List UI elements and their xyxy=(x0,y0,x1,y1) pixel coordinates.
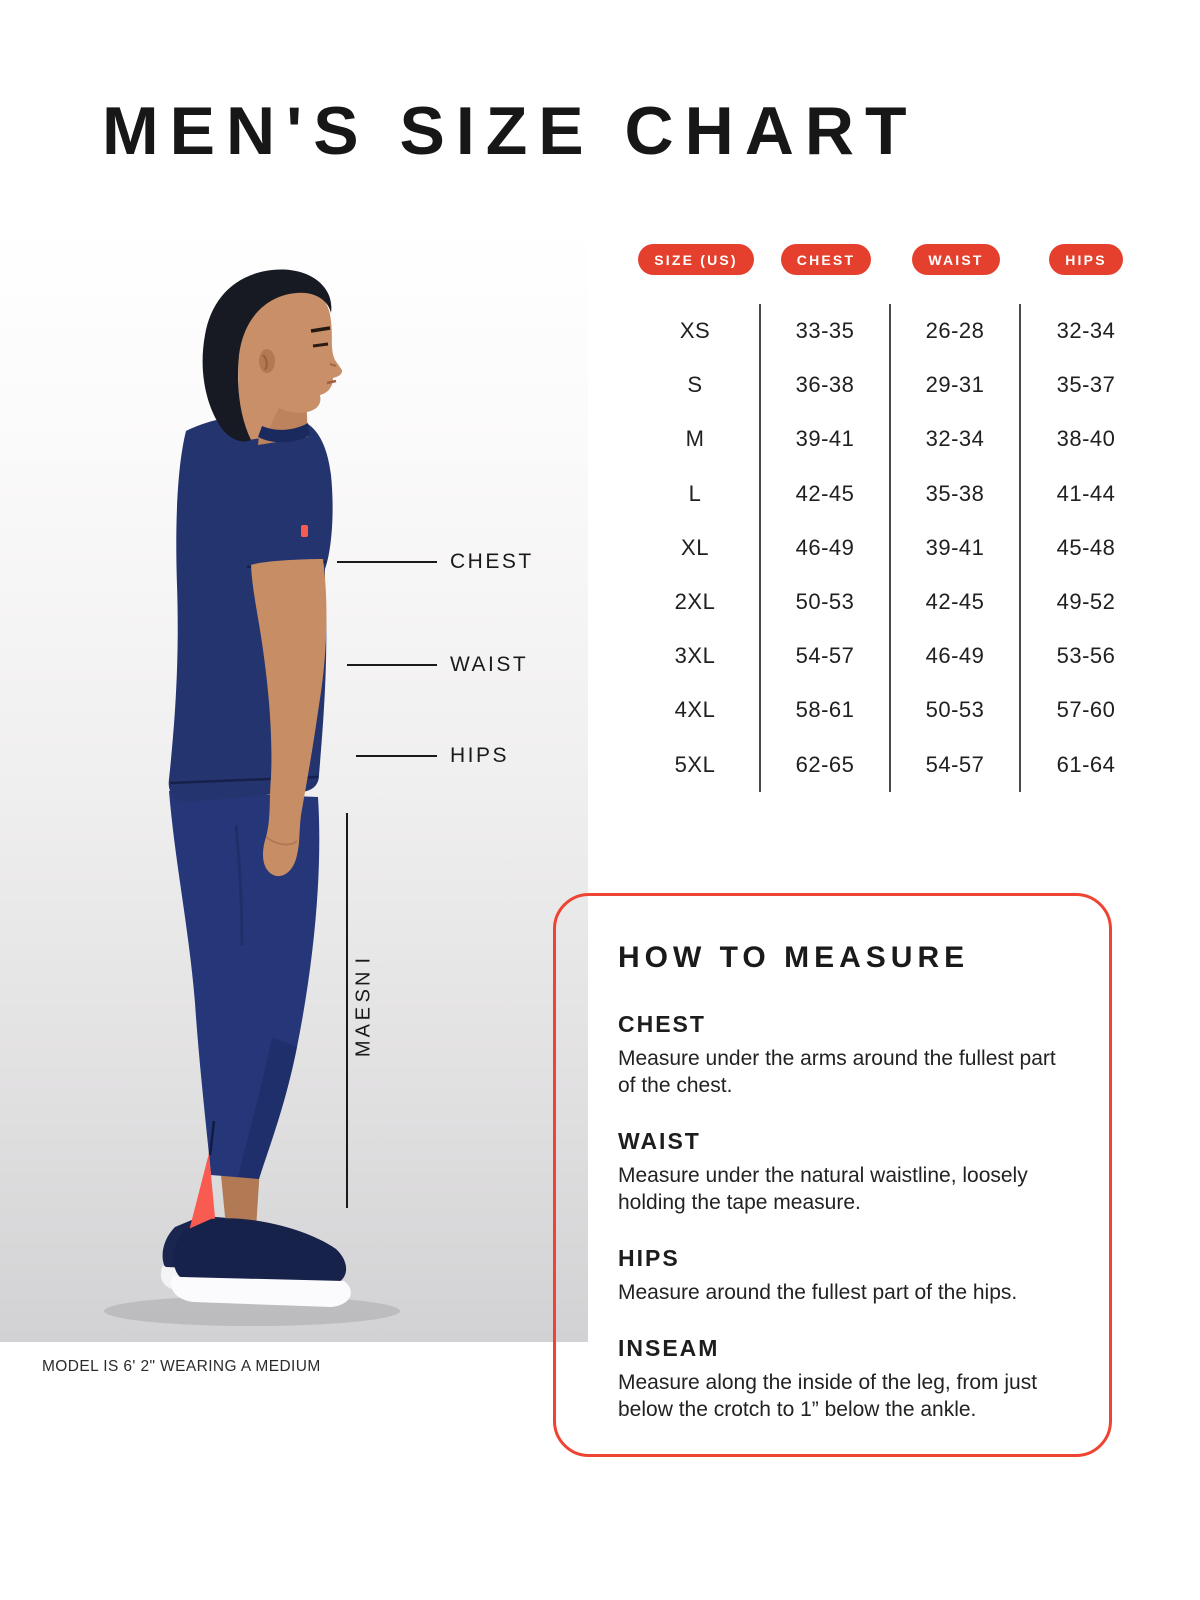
hips-pointer-line xyxy=(356,755,437,757)
inseam-pointer-line xyxy=(346,813,348,1208)
how-to-measure-box xyxy=(553,893,1112,1457)
size-table-header-chest: CHEST xyxy=(781,244,871,275)
model-caption: MODEL IS 6' 2" WEARING A MEDIUM xyxy=(42,1358,321,1375)
cell-chest: 39-41 xyxy=(761,412,891,466)
table-row xyxy=(631,304,1151,358)
cell-waist: 50-53 xyxy=(891,683,1021,737)
inseam-letter: E xyxy=(352,1006,375,1020)
cell-chest: 46-49 xyxy=(761,521,891,575)
figure-label-waist-text: WAIST xyxy=(450,653,529,676)
cell-size: S xyxy=(631,358,761,412)
cell-chest: 50-53 xyxy=(761,575,891,629)
inseam-letter: N xyxy=(352,971,375,986)
cell-size: 3XL xyxy=(631,629,761,683)
cell-size: 5XL xyxy=(631,738,761,792)
size-table xyxy=(631,244,1151,792)
waist-pointer-line xyxy=(347,664,437,666)
measure-heading-hips: HIPS xyxy=(618,1245,680,1271)
cell-hips: 45-48 xyxy=(1056,534,1116,560)
cell-waist: 35-38 xyxy=(891,467,1021,521)
how-to-measure-title: HOW TO MEASURE xyxy=(618,941,970,974)
size-table-header-size: SIZE (US) xyxy=(638,244,754,275)
cell-size: XS xyxy=(631,304,761,358)
chest-pocket-accent xyxy=(301,525,308,537)
size-table-header-hips: HIPS xyxy=(1049,244,1122,275)
cell-waist: 32-34 xyxy=(891,412,1021,466)
inseam-letter: I xyxy=(352,957,375,964)
cell-hips: 35-37 xyxy=(1056,372,1116,398)
measure-heading-waist: WAIST xyxy=(618,1128,701,1154)
size-table-header-row xyxy=(631,244,1151,304)
cell-hips: 32-34 xyxy=(1056,318,1116,344)
sneaker xyxy=(174,1218,347,1285)
cell-size: M xyxy=(631,412,761,466)
model-illustration xyxy=(0,225,588,1342)
cell-waist: 46-49 xyxy=(891,629,1021,683)
cell-waist: 39-41 xyxy=(891,521,1021,575)
model-photo-panel xyxy=(0,225,588,1342)
measure-text-inseam: Measure along the inside of the leg, from just below the crotch to 1” below the ankle. xyxy=(618,1371,1038,1421)
cell-chest: 36-38 xyxy=(761,358,891,412)
measure-text-hips: Measure around the fullest part of the hips. xyxy=(618,1281,1018,1304)
cell-waist: 26-28 xyxy=(891,304,1021,358)
cell-waist: 42-45 xyxy=(891,575,1021,629)
measure-heading-inseam: INSEAM xyxy=(618,1335,720,1361)
measure-heading-chest: CHEST xyxy=(618,1011,706,1037)
cell-hips: 38-40 xyxy=(1056,426,1116,452)
cell-size: L xyxy=(631,467,761,521)
table-row xyxy=(631,521,1151,575)
figure-label-waist xyxy=(347,653,528,677)
model-silhouette xyxy=(104,269,400,1326)
cell-waist: 29-31 xyxy=(891,358,1021,412)
cell-chest: 58-61 xyxy=(761,683,891,737)
cell-chest: 33-35 xyxy=(761,304,891,358)
cell-hips: 49-52 xyxy=(1056,589,1116,615)
cell-hips: 57-60 xyxy=(1056,697,1116,723)
cell-size: 2XL xyxy=(631,575,761,629)
table-row xyxy=(631,738,1151,792)
inseam-letter: A xyxy=(352,1024,375,1038)
cell-hips: 53-56 xyxy=(1056,643,1116,669)
figure-label-chest-text: CHEST xyxy=(450,550,534,573)
table-row xyxy=(631,358,1151,412)
figure-label-hips xyxy=(356,744,509,768)
table-row xyxy=(631,467,1151,521)
measure-text-waist: Measure under the natural waistline, loosely holding the tape measure. xyxy=(618,1164,1028,1214)
cell-hips: 61-64 xyxy=(1056,751,1116,777)
table-row xyxy=(631,683,1151,737)
chest-pointer-line xyxy=(337,561,437,563)
cell-hips: 41-44 xyxy=(1056,480,1116,506)
cell-size: 4XL xyxy=(631,683,761,737)
figure-label-inseam xyxy=(349,952,379,1057)
table-row xyxy=(631,412,1151,466)
cell-size: XL xyxy=(631,521,761,575)
inseam-letter: M xyxy=(352,1039,375,1057)
size-table-header-waist: WAIST xyxy=(912,244,999,275)
cell-chest: 62-65 xyxy=(761,738,891,792)
figure-label-hips-text: HIPS xyxy=(450,744,510,767)
cell-chest: 42-45 xyxy=(761,467,891,521)
table-row xyxy=(631,629,1151,683)
table-row xyxy=(631,575,1151,629)
cell-chest: 54-57 xyxy=(761,629,891,683)
page-title: MEN'S SIZE CHART xyxy=(102,93,918,169)
figure-label-chest xyxy=(337,550,534,574)
inseam-letter: S xyxy=(352,989,375,1003)
cell-waist: 54-57 xyxy=(891,738,1021,792)
measure-text-chest: Measure under the arms around the fullest part of the chest. xyxy=(618,1047,1056,1097)
